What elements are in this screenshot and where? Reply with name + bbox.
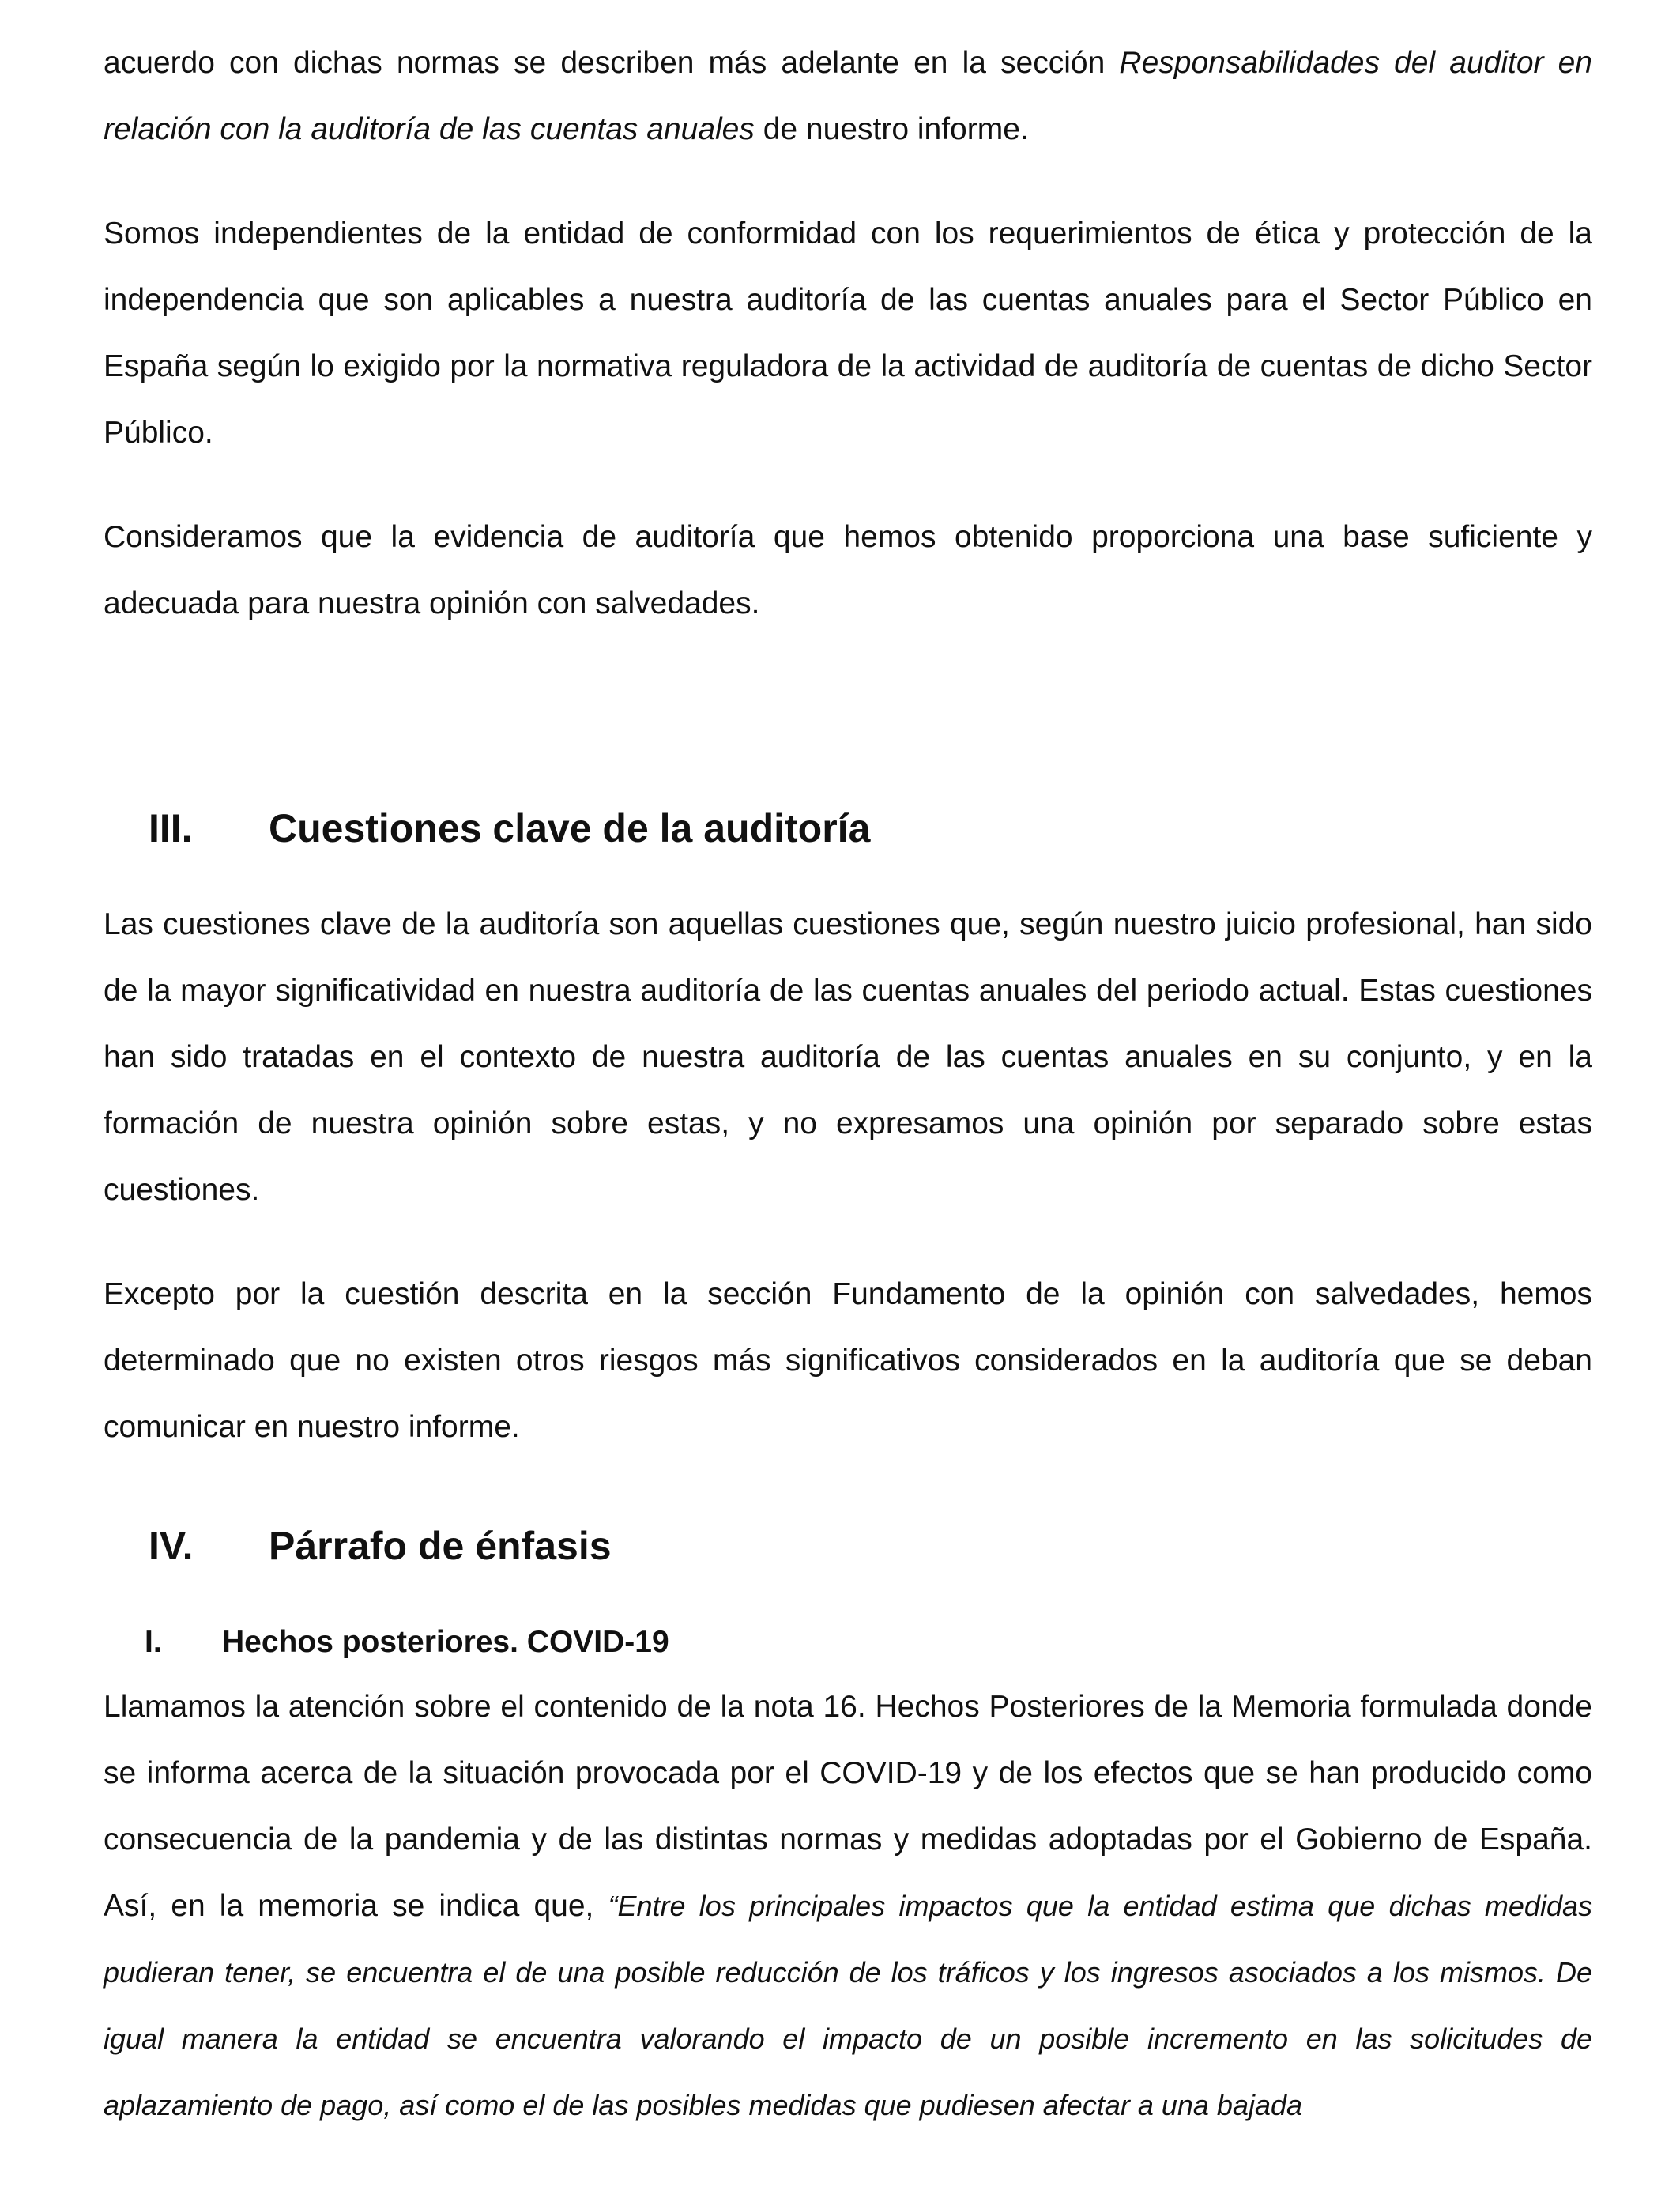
- subsection-title: Hechos posteriores. COVID-19: [222, 1625, 669, 1659]
- heading-number: IV.: [149, 1524, 194, 1568]
- heading-number: III.: [149, 806, 193, 850]
- paragraph-independence: Somos independientes de la entidad de conformidad con los requerimientos de ética y protección de la independencia que son aplicables a nuestra auditoría de las cuentas anuales para el Sector Público en España según lo exigido por la normativa reguladora de la actividad de auditoría de cuentas de dicho Sector Público.: [104, 217, 1592, 450]
- heading-title: Cuestiones clave de la auditoría: [269, 806, 871, 850]
- paragraph-no-other-risks: Excepto por la cuestión descrita en la sección Fundamento de la opinión con salvedades, hemos determinado que no existen otros riesgos más significativos considerados en la auditoría que se deban comunicar en nuestro informe.: [104, 1277, 1592, 1444]
- heading-title: Párrafo de énfasis: [269, 1524, 612, 1568]
- subsection-heading-covid: [145, 1622, 669, 1663]
- paragraph-text: acuerdo con dichas normas se describen más adelante en la sección: [104, 46, 1120, 80]
- paragraph-evidence: Consideramos que la evidencia de auditoría que hemos obtenido proporciona una base suficiente y adecuada para nuestra opinión con salvedades.: [104, 520, 1592, 620]
- paragraph-key-matters-definition: Las cuestiones clave de la auditoría son aquellas cuestiones que, según nuestro juicio profesional, han sido de la mayor significatividad en nuestra auditoría de las cuentas anuales del periodo actual. Estas cuestiones han sido tratadas en el contexto de nuestra auditoría de las cuentas anuales en su conjunto, y en la formación de nuestra opinión sobre estas, y no expresamos una opinión por separado sobre estas cuestiones.: [104, 907, 1592, 1207]
- paragraph-covid-emphasis: [104, 1674, 1592, 2139]
- section-reference-italic: Responsabilidades del auditor en relación con la auditoría de las cuentas anuales: [104, 46, 1592, 146]
- paragraph-text: Llamamos la atención sobre el contenido de la nota 16. Hechos Posteriores de la Memoria formulada donde se informa acerca de la situación provocada por el COVID-19 y de los efectos que se han producido como consecuencia de la pandemia y de las distintas normas y medidas adoptadas por el Gobierno de España. Así, en la memoria se indica que,: [104, 1690, 1592, 1923]
- subsection-number: I.: [145, 1625, 162, 1659]
- section-heading-key-matters: [149, 805, 870, 852]
- paragraph-standards-reference: [104, 30, 1592, 163]
- paragraph-text: de nuestro informe.: [754, 112, 1029, 146]
- memoria-quote-italic: “Entre los principales impactos que la entidad estima que dichas medidas pudieran tener, se encuentra el de una posible reducción de los tráficos y los ingresos asociados a los mismos. De igual manera la entidad se encuentra valorando el impacto de un posible incremento en las solicitudes de aplazamiento de pago, así como el de las posibles medidas que pudiesen afectar a una bajada: [104, 1890, 1592, 2121]
- section-heading-emphasis: [149, 1522, 612, 1570]
